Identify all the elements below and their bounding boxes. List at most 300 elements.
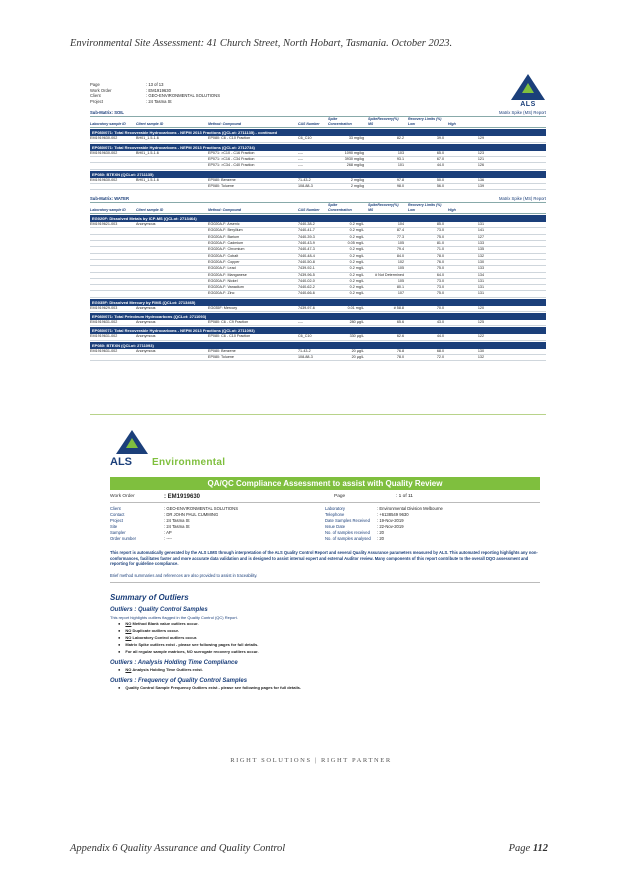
cell-conc: 0.2 mg/L bbox=[349, 234, 364, 239]
cell-low: 71.0 bbox=[436, 247, 444, 252]
cell-low: 75.0 bbox=[436, 291, 444, 296]
info-left bbox=[110, 506, 325, 542]
col-method: Method: Compound bbox=[208, 208, 242, 213]
cell-high: 127 bbox=[477, 234, 484, 239]
cell-ms: # Not Determined bbox=[375, 272, 404, 277]
cell-lab bbox=[90, 260, 136, 265]
cell-low: 78.0 bbox=[436, 253, 444, 258]
cell-method: EG020A-F: Copper bbox=[208, 259, 240, 264]
als-logo-text: ALS bbox=[520, 101, 536, 108]
cell-cas: ---- bbox=[298, 320, 303, 325]
cell-client bbox=[136, 254, 208, 259]
qc-intro: This report highlights outliers flagged in the Quality Control (QC) Report. bbox=[110, 614, 238, 620]
cell-cas: C6_C10 bbox=[298, 334, 312, 339]
cell-cas: 7440-47-3 bbox=[298, 247, 315, 252]
column-header bbox=[90, 121, 546, 128]
info-value: : 24 Tasma St bbox=[164, 524, 190, 529]
cell-client bbox=[136, 291, 208, 296]
cell-cas: 7439-97-6 bbox=[298, 305, 315, 310]
cell-method: EP080: Benzene bbox=[208, 348, 236, 353]
work-order-row bbox=[110, 494, 540, 503]
cell-cas: 7440-39-3 bbox=[298, 234, 315, 239]
cell-client: BH01_1.5-1.6 bbox=[136, 150, 159, 155]
col-lab_id: Laboratory sample ID bbox=[90, 208, 126, 213]
report-note-traceability: Brief method summaries and references are also provided to assist in traceability. bbox=[110, 573, 540, 583]
cell-conc: 1090 mg/kg bbox=[344, 150, 364, 155]
cell-high: 134 bbox=[477, 272, 484, 277]
cell-cas: C6_C10 bbox=[298, 136, 312, 141]
table-row bbox=[90, 355, 546, 361]
cell-lab: EM1919621-003 bbox=[90, 222, 118, 227]
report-note: This report is automatically generated by the ALS LIMS through interpretation of the ALS Quality Control Report and several Quality Assurance parameters measured by ALS. This automated reporting highlights any non-conformances, facilitates faster and more accurate data validation and is designed to assist internal expert and external Auditor review. Many components of this report contribute to the overall DQO assessment and reporting for guideline compliance. bbox=[110, 550, 538, 566]
cell-client: BH01_1.5-1.6 bbox=[136, 136, 159, 141]
col-low: Low bbox=[408, 122, 415, 127]
cell-cas: 7439-96-5 bbox=[298, 272, 315, 277]
subhead-spike: Spike bbox=[328, 203, 338, 208]
cell-lab: EM1919630-002 bbox=[90, 177, 118, 182]
cell-conc: 20 µg/L bbox=[351, 354, 364, 359]
qc-bullets bbox=[110, 620, 540, 655]
matrix-spike-report bbox=[90, 82, 546, 361]
col-method: Method: Compound bbox=[208, 122, 242, 127]
subhead-limits: Recovery Limits (%) bbox=[408, 117, 442, 122]
qc-lot-band: EP080: BTEXN (QCLot: 2711135) bbox=[90, 171, 546, 178]
cell-low: 75.0 bbox=[436, 234, 444, 239]
cell-method: EG020A-F: Nickel bbox=[208, 278, 238, 283]
qaqc-title-bar: QA/QC Compliance Assessment to assist with Quality Review bbox=[110, 477, 540, 490]
cell-cas: 108-88-3 bbox=[298, 183, 313, 188]
cell-conc: 0.05 mg/L bbox=[347, 241, 364, 246]
col-high: High bbox=[448, 122, 456, 127]
meta-key: Work Order bbox=[90, 87, 112, 93]
cell-client bbox=[136, 163, 208, 168]
cell-method: EG020A-F: Barium bbox=[208, 234, 240, 239]
cell-cas: 7440-41-7 bbox=[298, 228, 315, 233]
cell-lab: EM1919629-003 bbox=[90, 305, 118, 310]
cell-ms: 65.6 bbox=[396, 320, 404, 325]
cell-method: EP080: C6 - C10 Fraction bbox=[208, 136, 251, 141]
info-value: : GEO-ENVIRONMENTAL SOLUTIONS bbox=[164, 506, 238, 511]
cell-client bbox=[136, 285, 208, 290]
cell-method: EP071: >C34 - C40 Fraction bbox=[208, 163, 255, 168]
cell-ms: 98.0 bbox=[396, 183, 404, 188]
col-conc: Concentration bbox=[328, 208, 352, 213]
cell-lab bbox=[90, 266, 136, 271]
info-key: Telephone bbox=[325, 512, 345, 517]
cell-ms: 107 bbox=[397, 291, 404, 296]
table-row bbox=[90, 334, 546, 340]
als-logo bbox=[510, 74, 546, 114]
cell-method: EG020A-F: Lead bbox=[208, 266, 236, 271]
subhead-recovery: SpikeRecovery(%) bbox=[368, 203, 399, 208]
cell-low: 44.0 bbox=[436, 334, 444, 339]
cell-client bbox=[136, 157, 208, 162]
cell-method: EP080: Toluene bbox=[208, 354, 234, 359]
page-label: Page bbox=[334, 494, 346, 499]
cell-lab: EM1919631-002 bbox=[90, 348, 118, 353]
cell-conc: 280 µg/L bbox=[349, 320, 364, 325]
cell-client: Anonymous bbox=[136, 348, 156, 353]
cell-ms: 102 bbox=[397, 259, 404, 264]
bullet-item bbox=[118, 648, 540, 655]
cell-conc: 20 µg/L bbox=[351, 348, 364, 353]
cell-cas: 7439-92-1 bbox=[298, 266, 315, 271]
cell-low: 85.0 bbox=[436, 222, 444, 227]
report-label: Matrix Spike (MS) Report bbox=[498, 110, 546, 116]
cell-lab bbox=[90, 184, 136, 189]
cell-low: 44.0 bbox=[436, 163, 444, 168]
cell-lab bbox=[90, 247, 136, 252]
cell-conc: 0.2 mg/L bbox=[349, 259, 364, 264]
cell-low: 73.0 bbox=[436, 228, 444, 233]
cell-method: EP080: Toluene bbox=[208, 183, 234, 188]
cell-lab: EM1919631-002 bbox=[90, 320, 118, 325]
col-ms: MS bbox=[368, 122, 374, 127]
cell-ms: 101 bbox=[397, 163, 404, 168]
info-key: Sampler bbox=[110, 530, 126, 535]
qc-lot-band: EP080/071: Total Recoverable Hydrocarbons - NEPM 2013 Fractions (QCLot: 2712734) bbox=[90, 144, 546, 151]
cell-ms: 105 bbox=[397, 278, 404, 283]
subhead-spike: Spike bbox=[328, 117, 338, 122]
cell-method: EG020A-F: Manganese bbox=[208, 272, 247, 277]
cell-high: 132 bbox=[477, 253, 484, 258]
bullet-item bbox=[118, 620, 540, 627]
bullet-text: Matrix Spike outliers exist - please see following pages for full details. bbox=[125, 641, 259, 647]
meta-value: : 24 Tasma St bbox=[146, 98, 172, 104]
cell-low: 75.0 bbox=[436, 266, 444, 271]
cell-method: EP071: >C10 - C16 Fraction bbox=[208, 150, 255, 155]
submatrix-header bbox=[90, 110, 546, 117]
cell-conc: 2 mg/kg bbox=[350, 183, 364, 188]
cell-conc: 33 mg/kg bbox=[348, 136, 364, 141]
cell-cas: 7440-38-2 bbox=[298, 222, 315, 227]
cell-high: 123 bbox=[477, 150, 484, 155]
soil-section bbox=[90, 110, 546, 190]
als-triangle-icon bbox=[511, 74, 545, 100]
cell-conc: 0.2 mg/L bbox=[349, 266, 364, 271]
qc-lot-band: EP080/071: Total Recoverable Hydrocarbons - NEPM 2013 Fractions (QCLot: 2711135) - continued bbox=[90, 129, 546, 136]
meta-key: Page bbox=[90, 82, 100, 87]
info-value: : 20 bbox=[377, 530, 384, 535]
cell-low: 64.0 bbox=[436, 272, 444, 277]
info-value: : DR JOHN PAUL CUMMING bbox=[164, 512, 219, 517]
cell-high: 126 bbox=[477, 163, 484, 168]
cell-high: 141 bbox=[477, 228, 484, 233]
cell-high: 133 bbox=[477, 266, 484, 271]
info-row bbox=[325, 536, 540, 542]
cell-low: 72.0 bbox=[436, 354, 444, 359]
cell-lab bbox=[90, 163, 136, 168]
bullet-text: For all regular sample matrices, NO surrogate recovery outliers occur. bbox=[125, 648, 259, 654]
cell-low: 81.0 bbox=[436, 241, 444, 246]
cell-high: 131 bbox=[477, 222, 484, 227]
bullet-text: Quality Control Sample Frequency Outliers exist - please see following pages for full details. bbox=[125, 684, 302, 690]
cell-lab bbox=[90, 355, 136, 360]
bullet-item bbox=[118, 684, 540, 691]
cell-lab: EM1919630-002 bbox=[90, 150, 118, 155]
cell-cas: 7440-43-9 bbox=[298, 241, 315, 246]
cell-cas: 7440-48-4 bbox=[298, 253, 315, 258]
cell-conc: 330 µg/L bbox=[349, 334, 364, 339]
cell-high: 130 bbox=[477, 348, 484, 353]
cell-ms: # 58.8 bbox=[393, 305, 404, 310]
cell-method: EG020A-F: Cobalt bbox=[208, 253, 239, 258]
cell-conc: 0.2 mg/L bbox=[349, 278, 364, 283]
cell-high: 125 bbox=[477, 320, 484, 325]
table-row bbox=[90, 184, 546, 190]
cell-client bbox=[136, 228, 208, 233]
cell-high: 129 bbox=[477, 136, 484, 141]
cell-high: 131 bbox=[477, 291, 484, 296]
cell-cas: 108-88-3 bbox=[298, 354, 313, 359]
info-value: : 19-Nov-2019 bbox=[377, 518, 404, 523]
cell-high: 139 bbox=[477, 183, 484, 188]
report-meta bbox=[90, 82, 546, 104]
meta-value: : EM1919630 bbox=[146, 87, 171, 93]
meta-key: Project bbox=[90, 98, 104, 104]
holding-bullets bbox=[110, 666, 540, 673]
cell-client bbox=[136, 260, 208, 265]
meta-row bbox=[90, 99, 546, 105]
cell-conc: 0.2 mg/L bbox=[349, 228, 364, 233]
cell-lab bbox=[90, 273, 136, 278]
spacer bbox=[208, 203, 298, 207]
cell-client: Anonymous bbox=[136, 305, 156, 310]
info-value: : ---- bbox=[164, 536, 172, 541]
bullet-emphasis: NO bbox=[125, 634, 132, 640]
cell-method: EP080: C6 - C9 Fraction bbox=[208, 320, 249, 325]
col-conc: Concentration bbox=[328, 122, 352, 127]
cell-client bbox=[136, 355, 208, 360]
cell-high: 120 bbox=[477, 305, 484, 310]
info-key: No. of samples analysed bbox=[325, 536, 371, 541]
cell-client: Anonymous bbox=[136, 320, 156, 325]
bullet-emphasis: NO bbox=[125, 620, 132, 626]
cell-lab bbox=[90, 228, 136, 233]
cell-method: EG035F: Mercury bbox=[208, 305, 238, 310]
cell-method: EP080: Benzene bbox=[208, 177, 236, 182]
column-header bbox=[90, 207, 546, 214]
spacer bbox=[90, 117, 136, 121]
cell-lab bbox=[90, 291, 136, 296]
cell-low: 76.0 bbox=[436, 259, 444, 264]
table-row bbox=[90, 320, 546, 326]
footer-appendix: Appendix 6 Quality Assurance and Quality Control bbox=[70, 843, 286, 854]
cell-ms: 105 bbox=[397, 266, 404, 271]
cell-lab bbox=[90, 285, 136, 290]
cell-ms: 87.4 bbox=[396, 228, 404, 233]
cell-low: 73.0 bbox=[436, 278, 444, 283]
holding-section-title: Outliers : Analysis Holding Time Compliance bbox=[110, 659, 238, 666]
cell-conc: 0.2 mg/L bbox=[349, 291, 364, 296]
meta-key: Client bbox=[90, 93, 101, 99]
info-key: Contact bbox=[110, 512, 125, 517]
info-key: Client bbox=[110, 506, 121, 511]
cell-method: EG020A-F: Vanadium bbox=[208, 285, 244, 290]
cell-client bbox=[136, 184, 208, 189]
cell-ms: 77.3 bbox=[396, 234, 404, 239]
cell-low: 39.0 bbox=[436, 136, 444, 141]
meta-value: : 13 of 13 bbox=[146, 82, 164, 87]
cell-ms: 105 bbox=[397, 241, 404, 246]
cell-high: 122 bbox=[477, 334, 484, 339]
bullet-text: Laboratory Control outliers occur. bbox=[131, 634, 198, 640]
tagline: RIGHT SOLUTIONS | RIGHT PARTNER bbox=[230, 757, 392, 764]
cell-method: EP080: C6 - C10 Fraction bbox=[208, 334, 251, 339]
cell-client bbox=[136, 279, 208, 284]
info-key: Site bbox=[110, 524, 118, 529]
frequency-section-title: Outliers : Frequency of Quality Control Samples bbox=[110, 677, 248, 684]
cell-cas: 71-43-2 bbox=[298, 177, 311, 182]
col-cas: CAS Number bbox=[298, 208, 320, 213]
cell-low: 56.0 bbox=[436, 183, 444, 188]
info-value: : 22-Nov-2019 bbox=[377, 524, 404, 529]
cell-ms: 76.8 bbox=[396, 348, 404, 353]
cell-high: 135 bbox=[477, 247, 484, 252]
page-value: : 1 of 11 bbox=[396, 494, 413, 499]
cell-high: 131 bbox=[477, 278, 484, 283]
cell-conc: 268 mg/kg bbox=[346, 163, 364, 168]
info-key: Date Samples Received bbox=[325, 518, 370, 523]
spacer bbox=[136, 117, 208, 121]
cell-conc: 0.2 mg/L bbox=[349, 247, 364, 252]
footer-page-number: 112 bbox=[532, 843, 548, 854]
cell-client bbox=[136, 235, 208, 240]
cell-low: 67.0 bbox=[436, 156, 444, 161]
bullet-item bbox=[118, 641, 540, 648]
cell-lab bbox=[90, 235, 136, 240]
water-section bbox=[90, 196, 546, 361]
cell-low: 43.0 bbox=[436, 320, 444, 325]
work-order-value: : EM1919630 bbox=[164, 494, 201, 500]
qc-lot-band: EG020F: Dissolved Metals by ICP-MS (QCLot: 2713464) bbox=[90, 215, 546, 222]
cell-cas: 7440-66-6 bbox=[298, 291, 315, 296]
qc-lot-band: EP080: BTEXN (QCLot: 2711093) bbox=[90, 342, 546, 349]
cell-cas: 7440-02-0 bbox=[298, 278, 315, 283]
cell-lab: EM1919630-002 bbox=[90, 136, 118, 141]
qc-section-title: Outliers : Quality Control Samples bbox=[110, 606, 208, 613]
report-info bbox=[110, 506, 540, 542]
cell-high: 133 bbox=[477, 241, 484, 246]
cell-high: 121 bbox=[477, 156, 484, 161]
table-row bbox=[90, 291, 546, 297]
cell-client bbox=[136, 241, 208, 246]
cell-ms: 78.0 bbox=[396, 354, 404, 359]
spacer bbox=[298, 117, 328, 121]
als-triangle-icon bbox=[116, 430, 148, 454]
cell-client: Anonymous bbox=[136, 334, 156, 339]
cell-conc: 0.01 mg/L bbox=[347, 305, 364, 310]
qaqc-report bbox=[110, 430, 540, 691]
spacer bbox=[208, 117, 298, 121]
qc-lot-band: EP080/071: Total Recoverable Hydrocarbons - NEPM 2013 Fractions (QCLot: 2711093) bbox=[90, 327, 546, 334]
cell-low: 65.0 bbox=[436, 150, 444, 155]
logo-als-text: ALS bbox=[110, 456, 132, 468]
col-client_id: Client sample ID bbox=[136, 208, 164, 213]
info-right bbox=[325, 506, 540, 542]
cell-client: BH01_1.5-1.6 bbox=[136, 177, 159, 182]
col-ms: MS bbox=[368, 208, 374, 213]
report-label: Matrix Spike (MS) Report bbox=[498, 196, 546, 202]
col-lab_id: Laboratory sample ID bbox=[90, 122, 126, 127]
footer-page bbox=[509, 843, 548, 854]
cell-ms: 84.0 bbox=[396, 253, 404, 258]
cell-client bbox=[136, 266, 208, 271]
cell-high: 131 bbox=[477, 285, 484, 290]
cell-low: 70.0 bbox=[436, 305, 444, 310]
cell-lab bbox=[90, 279, 136, 284]
cell-method: EG020A-F: Beryllium bbox=[208, 228, 243, 233]
summary-title: Summary of Outliers bbox=[110, 592, 189, 602]
subhead-limits: Recovery Limits (%) bbox=[408, 203, 442, 208]
cell-conc: 0.2 mg/L bbox=[349, 253, 364, 258]
subhead-recovery: SpikeRecovery(%) bbox=[368, 117, 399, 122]
bullet-text: Analysis Holding Time Outliers exist. bbox=[131, 666, 203, 672]
table-row bbox=[90, 163, 546, 169]
meta-value: : GEO-ENVIRONMENTAL SOLUTIONS bbox=[146, 93, 220, 99]
cell-lab bbox=[90, 241, 136, 246]
work-order-label: Work Order bbox=[110, 494, 135, 499]
col-high: High bbox=[448, 208, 456, 213]
submatrix-header bbox=[90, 196, 546, 203]
bullet-item bbox=[118, 627, 540, 634]
col-low: Low bbox=[408, 208, 415, 213]
cell-method: EG020A-F: Chromium bbox=[208, 247, 245, 252]
cell-high: 132 bbox=[477, 354, 484, 359]
info-key: Project bbox=[110, 518, 124, 523]
cell-ms: 93.1 bbox=[396, 156, 404, 161]
col-client_id: Client sample ID bbox=[136, 122, 164, 127]
info-value: : AP bbox=[164, 530, 172, 535]
qc-lot-band: EG035F: Dissolved Mercury by FIMS (QCLot: 2713465) bbox=[90, 299, 546, 306]
cell-lab bbox=[90, 254, 136, 259]
cell-cas: ---- bbox=[298, 163, 303, 168]
cell-lab: EM1919631-002 bbox=[90, 334, 118, 339]
document-header: Environmental Site Assessment: 41 Church Street, North Hobart, Tasmania. October 2023. bbox=[70, 38, 453, 49]
cell-ms: 79.4 bbox=[396, 247, 404, 252]
logo-environmental-text: Environmental bbox=[152, 457, 226, 468]
cell-conc: 0.2 mg/L bbox=[349, 222, 364, 227]
cell-conc: 0.2 mg/L bbox=[349, 272, 364, 277]
spacer bbox=[136, 203, 208, 207]
col-cas: CAS Number bbox=[298, 122, 320, 127]
cell-method: EG020A-F: Arsenic bbox=[208, 222, 240, 227]
cell-method: EG020A-F: Zinc bbox=[208, 291, 235, 296]
bullet-emphasis: NO bbox=[125, 666, 132, 672]
info-row bbox=[110, 536, 325, 542]
cell-cas: 71-43-2 bbox=[298, 348, 311, 353]
info-key: Order number bbox=[110, 536, 137, 541]
qc-lot-band: EP080/071: Total Petroleum Hydrocarbons (QCLot: 2711093) bbox=[90, 313, 546, 320]
cell-client bbox=[136, 247, 208, 252]
bullet-emphasis: NO bbox=[125, 627, 132, 633]
cell-ms: 97.8 bbox=[396, 177, 404, 182]
cell-cas: 7440-50-8 bbox=[298, 259, 315, 264]
cell-high: 136 bbox=[477, 177, 484, 182]
cell-cas: ---- bbox=[298, 150, 303, 155]
page-divider bbox=[90, 414, 546, 415]
cell-conc: 3930 mg/kg bbox=[344, 156, 364, 161]
info-value: : +6138549 9630 bbox=[377, 512, 409, 517]
submatrix-label: Sub-Matrix: WATER bbox=[90, 196, 130, 202]
als-environmental-logo bbox=[110, 430, 540, 474]
cell-lab bbox=[90, 157, 136, 162]
bullet-text: Duplicate outliers occur. bbox=[131, 627, 179, 633]
cell-cas: ---- bbox=[298, 156, 303, 161]
bullet-text: Method Blank value outliers occur. bbox=[131, 620, 199, 626]
cell-low: 50.0 bbox=[436, 177, 444, 182]
cell-ms: 62.6 bbox=[396, 334, 404, 339]
